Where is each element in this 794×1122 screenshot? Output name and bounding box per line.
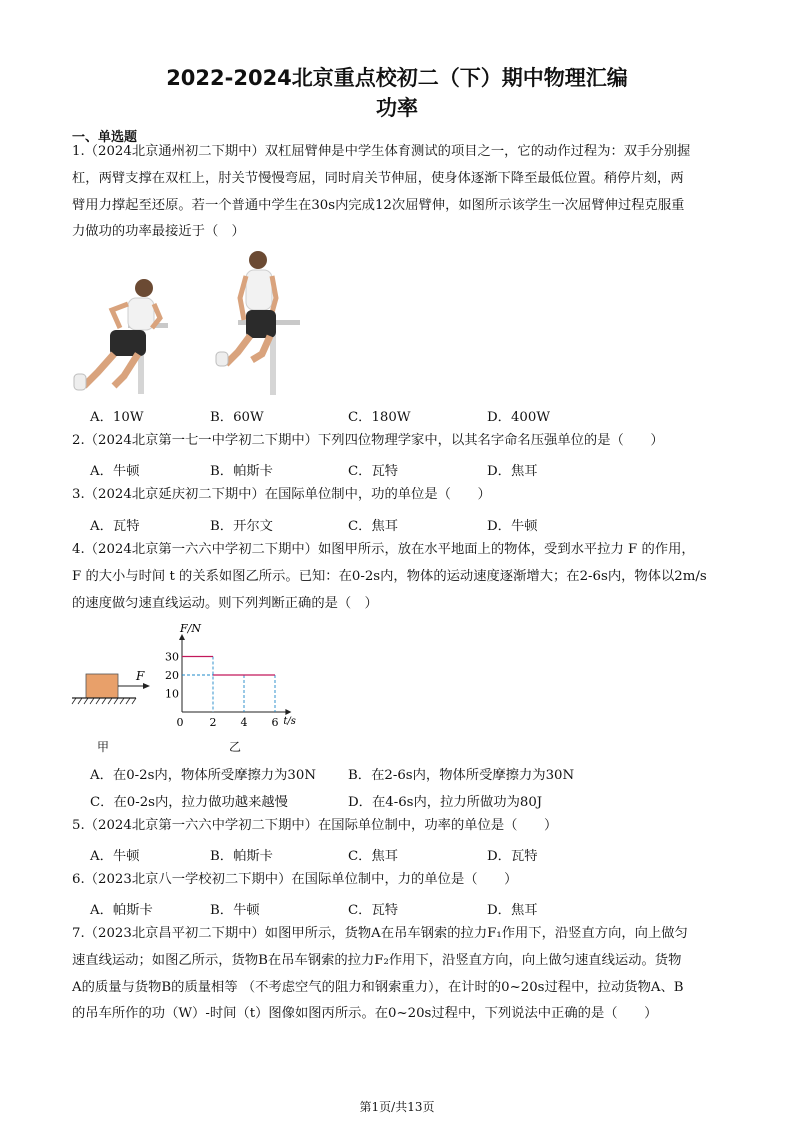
q3-option-c[interactable]: C．焦耳 bbox=[348, 519, 399, 534]
x-tick-label: 0 bbox=[176, 716, 184, 729]
q2-line: 2.（2024北京第一七一中学初二下期中）下列四位物理学家中，以其名字命名压强单位的是（ ） bbox=[72, 433, 664, 448]
q2-option-c[interactable]: C．瓦特 bbox=[348, 464, 399, 479]
section-heading: 一、单选题 bbox=[72, 130, 138, 145]
q4-ft-chart bbox=[162, 618, 312, 730]
force-arrowhead bbox=[143, 683, 150, 689]
q1-line-2: 杠，两臂支撑在双杠上，肘关节慢慢弯屈，同时肩关节伸屈，使身体逐渐下降至最低位置。稍停片刻，两 bbox=[72, 171, 684, 186]
q6-line: 6.（2023北京八一学校初二下期中）在国际单位制中，力的单位是（ ） bbox=[72, 872, 518, 887]
q7-line-1: 7.（2023北京昌平初二下期中）如图甲所示，货物A在吊车钢索的拉力F₁作用下，沿竖直方向，向上做匀 bbox=[72, 926, 688, 941]
q4-line-1: 4.（2024北京第一六六中学初二下期中）如图甲所示，放在水平地面上的物体，受到水平拉力 F 的作用， bbox=[72, 542, 695, 557]
q6-option-c[interactable]: C．瓦特 bbox=[348, 903, 399, 918]
q5-option-a[interactable]: A．牛顿 bbox=[90, 849, 140, 864]
student-straight-arms-image bbox=[216, 251, 300, 395]
y-tick-label: 30 bbox=[165, 650, 179, 664]
block bbox=[86, 674, 118, 698]
q4-line-2: F 的大小与时间 t 的关系如图乙所示。已知：在0-2s内，物体的运动速度逐渐增大；在2-6s内，物体以2m/s bbox=[72, 569, 707, 584]
figure-caption-right: 乙 bbox=[229, 740, 242, 754]
q1-figure bbox=[70, 248, 310, 396]
q2-option-d[interactable]: D．焦耳 bbox=[487, 464, 538, 479]
q2-option-a[interactable]: A．牛顿 bbox=[90, 464, 140, 479]
q4-option-a[interactable]: A．在0-2s内，物体所受摩擦力为30N bbox=[90, 768, 316, 783]
y-tick-label: 10 bbox=[165, 687, 179, 701]
x-tick-label: 6 bbox=[271, 716, 279, 729]
q1-option-c[interactable]: C．180W bbox=[348, 410, 411, 425]
document-title: 2022-2024北京重点校初二（下）期中物理汇编 bbox=[166, 66, 628, 90]
q5-option-c[interactable]: C．焦耳 bbox=[348, 849, 399, 864]
q3-line: 3.（2024北京延庆初二下期中）在国际单位制中，功的单位是（ ） bbox=[72, 487, 491, 502]
q1-line-1: 1.（2024北京通州初二下期中）双杠屈臂伸是中学生体育测试的项目之一，它的动作过程为：双手分别握 bbox=[72, 144, 691, 159]
q1-line-4: 力做功的功率最接近于（ ） bbox=[72, 224, 245, 239]
page-footer: 第1页/共13页 bbox=[359, 1100, 435, 1114]
q1-line-3: 臂用力撑起至还原。若一个普通中学生在30s内完成12次屈臂伸，如图所示该学生一次屈臂伸过程克服重 bbox=[72, 198, 685, 213]
x-axis-label: t/s bbox=[283, 716, 296, 727]
q6-option-d[interactable]: D．焦耳 bbox=[487, 903, 538, 918]
q5-option-b[interactable]: B．帕斯卡 bbox=[210, 849, 273, 864]
y-tick-label: 20 bbox=[165, 669, 179, 682]
x-tick-label: 2 bbox=[209, 716, 217, 729]
q3-option-d[interactable]: D．牛顿 bbox=[487, 519, 538, 534]
q3-option-b[interactable]: B．开尔文 bbox=[210, 519, 273, 534]
q5-line: 5.（2024北京第一六六中学初二下期中）在国际单位制中，功率的单位是（ ） bbox=[72, 818, 558, 833]
force-label: F bbox=[136, 669, 145, 683]
figure-caption-left: 甲 bbox=[97, 740, 110, 754]
q1-option-b[interactable]: B．60W bbox=[210, 410, 264, 425]
q4-option-b[interactable]: B．在2-6s内，物体所受摩擦力为30N bbox=[348, 768, 575, 783]
q2-option-b[interactable]: B．帕斯卡 bbox=[210, 464, 273, 479]
q7-line-2: 速直线运动；如图乙所示，货物B在吊车钢索的拉力F₂作用下，沿竖直方向，向上做匀速直线运动。货物 bbox=[72, 953, 682, 968]
q3-option-a[interactable]: A．瓦特 bbox=[90, 519, 140, 534]
document-subtitle: 功率 bbox=[376, 96, 418, 120]
q4-option-d[interactable]: D．在4-6s内，拉力所做功为80J bbox=[348, 795, 543, 810]
q1-option-d[interactable]: D．400W bbox=[487, 410, 551, 425]
q7-line-4: 的吊车所作的功（W）-时间（t）图像如图丙所示。在0~20s过程中，下列说法中正确的是（ ） bbox=[72, 1006, 658, 1021]
q5-option-d[interactable]: D．瓦特 bbox=[487, 849, 538, 864]
x-tick-label: 4 bbox=[240, 716, 248, 729]
y-axis-label: F/N bbox=[180, 622, 201, 635]
q4-figure-block bbox=[70, 660, 160, 710]
x-axis-arrow bbox=[285, 709, 291, 715]
q7-line-3: A的质量与货物B的质量相等 （不考虑空气的阻力和钢索重力），在计时的0~20s过程中，拉动货物A、B bbox=[72, 980, 684, 995]
student-bent-arms-image bbox=[74, 279, 168, 394]
q1-option-a[interactable]: A．10W bbox=[90, 410, 144, 425]
q6-option-b[interactable]: B．牛顿 bbox=[210, 903, 260, 918]
q4-option-c[interactable]: C．在0-2s内，拉力做功越来越慢 bbox=[90, 795, 288, 810]
q6-option-a[interactable]: A．帕斯卡 bbox=[90, 903, 153, 918]
q4-line-3: 的速度做匀速直线运动。则下列判断正确的是（ ） bbox=[72, 596, 378, 611]
